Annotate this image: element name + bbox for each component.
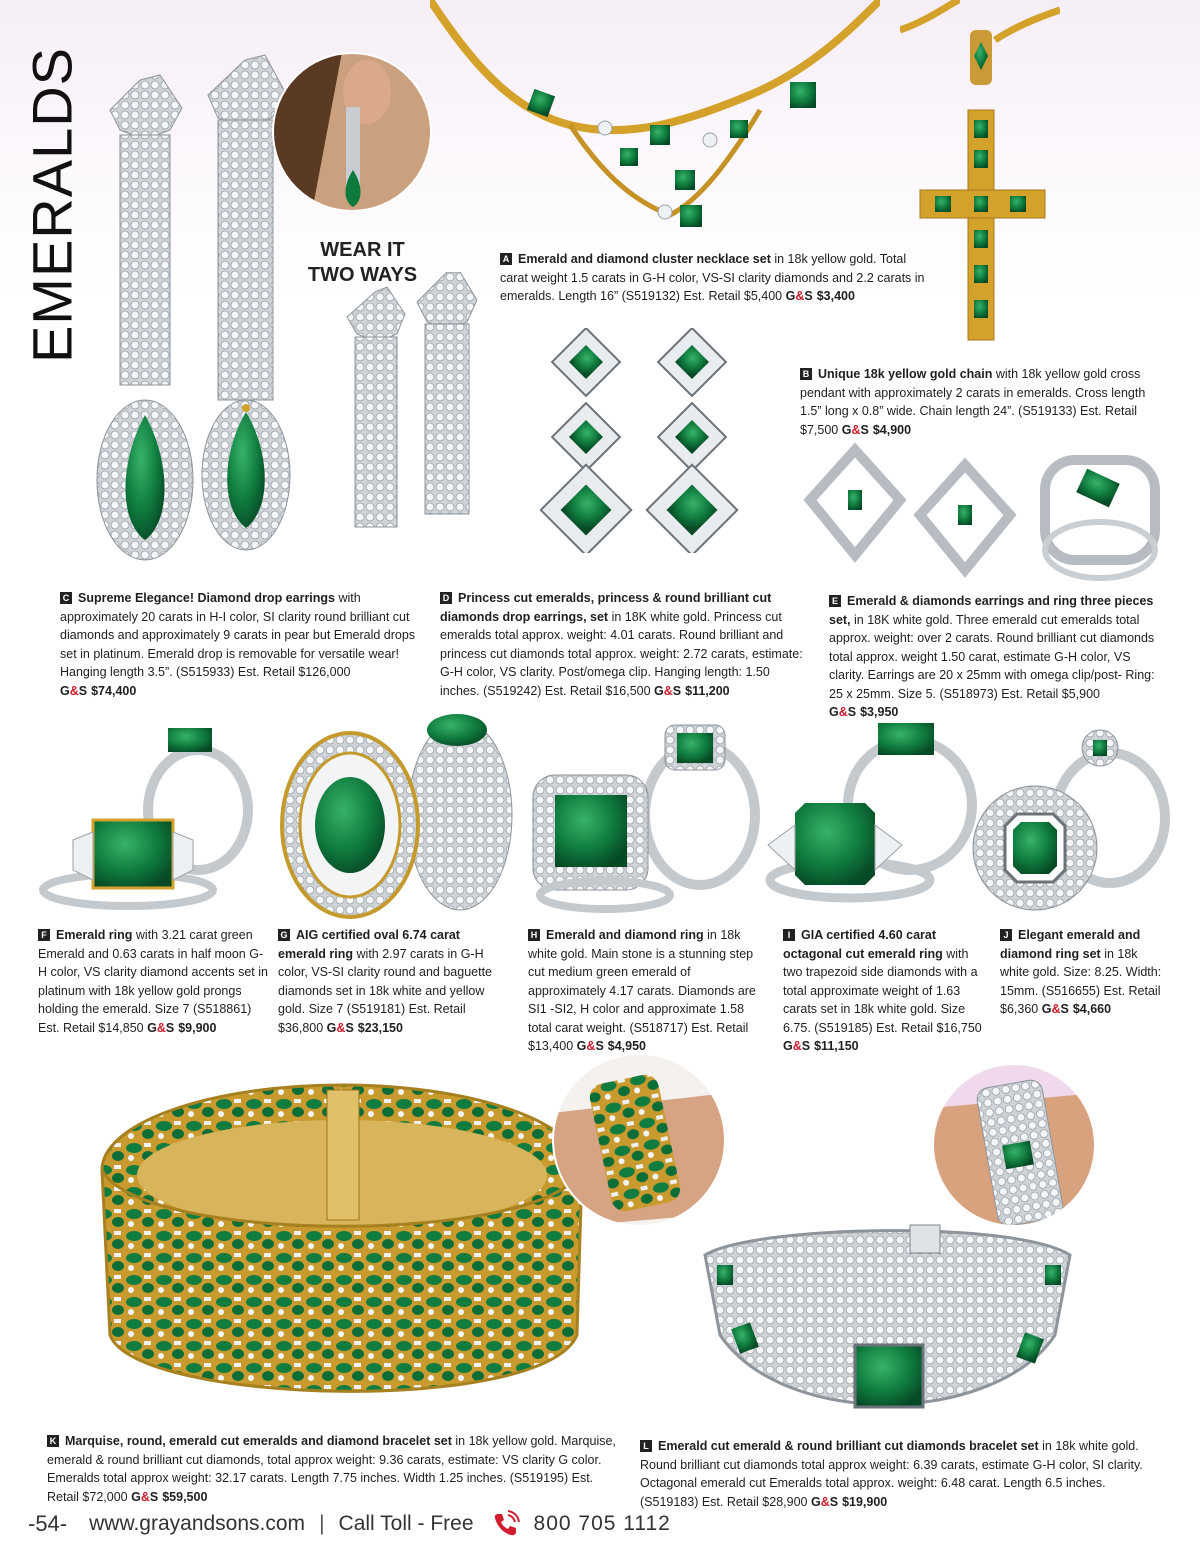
- product-b-letter: B: [800, 368, 812, 380]
- section-title: [20, 46, 84, 364]
- product-a-letter: A: [500, 253, 512, 265]
- product-h-name: Emerald and diamond ring: [546, 928, 704, 942]
- product-g-details: with 2.97 carats in G-H color, VS-SI clarity round and baguette diamonds set in 18k white and yellow gold. Size 7 (S519181) Est. Retail $36,800: [278, 946, 493, 1035]
- product-j-letter: J: [1000, 929, 1012, 941]
- product-e-letter: E: [829, 595, 841, 607]
- section-title-text: EMERALDS: [20, 46, 84, 364]
- emerald-ring-set-j-image[interactable]: [965, 728, 1175, 920]
- bracelet-l-on-wrist-photo[interactable]: [932, 1063, 1097, 1228]
- product-g-price: G&S $23,150: [326, 1020, 403, 1035]
- princess-cut-earrings-image[interactable]: [540, 328, 740, 553]
- product-h-price: G&S $4,950: [576, 1039, 647, 1053]
- product-d-name: Princess cut emeralds, princess & round brilliant cut diamonds drop earrings, set: [440, 591, 772, 624]
- product-c-details: with approximately 20 carats in H-I color, SI clarity round brilliant cut diamonds and approximately 9 carats in pear but Emerald drops set in platinum. Emerald drop is removable for versatile wear! Hanging length 3.5”. (S515933) Est. Retail $126,000: [60, 591, 416, 679]
- product-k-price: G&S $59,500: [131, 1489, 208, 1504]
- cluster-necklace-image[interactable]: [430, 0, 880, 240]
- white-gold-emerald-bracelet-image[interactable]: [695, 1215, 1080, 1435]
- product-j-price: G&S $4,660: [1041, 1002, 1112, 1016]
- product-k-description: [47, 1432, 617, 1506]
- product-j-description: [1000, 926, 1170, 1019]
- product-i-description: [783, 926, 988, 1056]
- product-b-details: with 18k yellow gold cross pendant with approximately 2 carats in emeralds. Cross length 1.5” long x 0.8” wide. Chain length 24”. (S519133) Est. Retail $7,500: [800, 367, 1146, 437]
- product-d-price: G&S $11,200: [654, 683, 730, 698]
- product-h-letter: H: [528, 929, 540, 941]
- website-link[interactable]: www.grayandsons.com: [89, 1512, 306, 1535]
- phone-icon: [490, 1509, 520, 1539]
- product-f-letter: F: [38, 929, 50, 941]
- product-h-details: in 18k white gold. Main stone is a stunning step cut medium green emerald of approximately 4.17 carats. Diamonds are SI1 -SI2, H color and approximate 1.58 total carat weight. (S518717) Est. Retail $13,400: [528, 928, 756, 1053]
- product-l-price: G&S $19,900: [810, 1494, 888, 1509]
- model-wearing-earrings-photo[interactable]: [272, 52, 432, 212]
- product-k-details: in 18k yellow gold. Marquise, emerald & round brilliant cut diamonds, total approx weight: 9.36 carats, estimate: VS clarity G color. Emeralds total approx weight: 32.17 carats. Length 7.75 inches. Width 1.25 inches. (S519195) Est. Retail $72,000: [47, 1434, 616, 1504]
- product-g-name: AIG certified oval 6.74 carat emerald ring: [278, 928, 460, 961]
- product-i-price: G&S $11,150: [783, 1039, 859, 1053]
- drop-earrings-image[interactable]: [90, 40, 300, 570]
- bracelet-k-on-wrist-photo[interactable]: [552, 1053, 727, 1228]
- product-d-letter: D: [440, 592, 452, 604]
- product-e-price: G&S $3,950: [829, 705, 899, 719]
- product-e-description: [829, 592, 1169, 722]
- product-k-name: Marquise, round, emerald cut emeralds and diamond bracelet set: [65, 1434, 452, 1448]
- product-a-name: Emerald and diamond cluster necklace set: [518, 252, 771, 266]
- earrings-and-ring-set-image[interactable]: [800, 440, 1170, 585]
- product-a-details: in 18k yellow gold. Total carat weight 1.5 carats in G-H color, VS-SI clarity diamonds and 2.2 carats in emeralds. Length 16” (S519132) Est. Retail $5,400: [500, 252, 925, 303]
- product-l-name: Emerald cut emerald & round brilliant cut diamonds bracelet set: [658, 1439, 1039, 1453]
- product-f-name: Emerald ring: [56, 928, 133, 942]
- phone-number[interactable]: 800 705 1112: [533, 1512, 671, 1535]
- product-f-details: with 3.21 carat green Emerald and 0.63 carats in half moon G-H color, VS clarity diamond accents set in platinum with 18k yellow gold prongs holding the emerald. Size 7 (S518861) Est. Retail $14,850: [38, 928, 268, 1035]
- octagonal-emerald-ring-i-image[interactable]: [760, 715, 985, 920]
- oval-emerald-ring-g-image[interactable]: [275, 705, 515, 920]
- product-b-price: G&S $4,900: [841, 422, 912, 437]
- callout-line-1: WEAR IT: [320, 239, 405, 261]
- page-number: -54-: [28, 1511, 68, 1536]
- product-b-name: Unique 18k yellow gold chain: [818, 367, 993, 381]
- product-l-letter: L: [640, 1440, 652, 1452]
- product-k-letter: K: [47, 1435, 59, 1447]
- product-i-letter: I: [783, 929, 795, 941]
- product-l-description: [640, 1437, 1145, 1511]
- product-h-description: [528, 926, 768, 1056]
- product-j-name: Elegant emerald and diamond ring set: [1000, 928, 1141, 961]
- product-c-description: [60, 589, 420, 700]
- callout-line-2: TWO WAYS: [307, 264, 418, 286]
- product-j-details: in 18k white gold. Size: 8.25. Width: 15mm. (S516655) Est. Retail $6,360: [1000, 946, 1162, 1016]
- product-f-description: [38, 926, 270, 1037]
- product-d-description: [440, 589, 805, 700]
- product-e-details: in 18K white gold. Three emerald cut emeralds total approx. weight: over 2 carats. Round brilliant cut diamonds total approx. weight 1.50 carat, estimate G-H color, VS clarity. Earrings are 20 x 25mm with omega clip/post- Ring: 25 x 25mm. Size 5. (S518973) Est. Retail $5,900: [829, 612, 1155, 701]
- page-footer: [28, 1506, 671, 1542]
- product-i-details: with two trapezoid side diamonds with a total approximate weight of 1.63 carats set in 18k white gold. Size 6.75. (S519185) Est. Retail $16,750: [783, 946, 982, 1035]
- product-c-name: Supreme Elegance! Diamond drop earrings: [78, 591, 336, 605]
- product-d-details: in 18K white gold. Princess cut emeralds total approx. weight: 4.01 carats. Round brilliant and princess cut diamonds total approx. weight: 2.72 carats, estimate: G-H color, VS clarity. Post/omega clip. Hanging length: 1.50 inches. (S519242) Est. Retail $16,500: [440, 609, 803, 698]
- product-a-price: G&S $3,400: [785, 289, 855, 303]
- emerald-diamond-ring-h-image[interactable]: [525, 715, 760, 920]
- product-e-name: Emerald & diamonds earrings and ring three pieces set,: [829, 594, 1154, 627]
- footer-separator: |: [319, 1512, 325, 1535]
- product-c-price: G&S $74,400: [60, 683, 137, 698]
- product-c-letter: C: [60, 592, 72, 604]
- yellow-gold-emerald-bracelet-image[interactable]: [95, 1075, 590, 1435]
- product-i-name: GIA certified 4.60 carat octagonal cut emerald ring: [783, 928, 943, 961]
- emerald-ring-f-image[interactable]: [38, 720, 263, 920]
- product-g-description: [278, 926, 510, 1037]
- earrings-without-drop-image[interactable]: [335, 272, 485, 532]
- product-a-description: [500, 250, 930, 306]
- call-label: Call Toll - Free: [338, 1512, 474, 1535]
- product-g-letter: G: [278, 929, 290, 941]
- product-l-details: in 18k white gold. Round brilliant cut diamonds total approx weight: 6.39 carats, estimate G-H color, SI clarity. Octagonal emerald cut Emeralds total approx. weight: 6.48 carat. Length 6.5 inches. (S519183) Est. Retail $28,900: [640, 1439, 1143, 1509]
- product-b-description: [800, 365, 1160, 439]
- product-f-price: G&S $9,900: [147, 1020, 217, 1035]
